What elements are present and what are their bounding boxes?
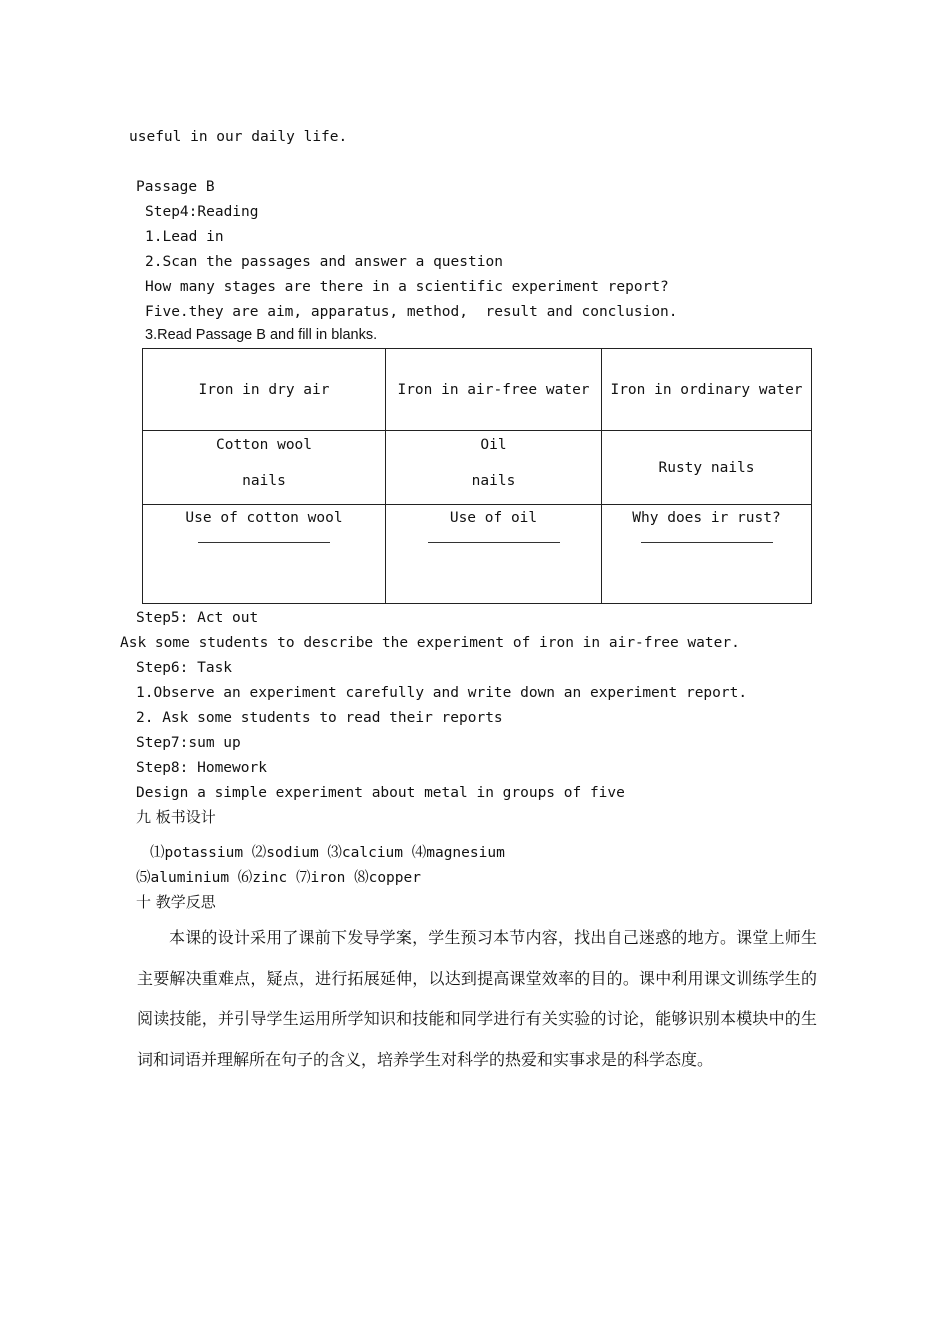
cell-text: Rusty nails — [658, 459, 755, 476]
fill-blank[interactable] — [198, 542, 330, 543]
passage-heading: Passage B — [136, 179, 215, 195]
cell-text: nails — [242, 473, 286, 489]
cell-text: Why does ir rust? — [632, 510, 781, 526]
table-cell — [386, 431, 602, 505]
cell-text: Cotton wool — [215, 437, 313, 453]
table-cell — [143, 431, 386, 505]
table-row — [143, 505, 812, 604]
text-line: 2.Scan the passages and answer a question — [145, 254, 503, 270]
cell-text: nails — [471, 473, 516, 489]
step-heading: Step4:Reading — [145, 204, 259, 220]
fill-blank[interactable] — [641, 542, 773, 543]
reflection-paragraph: 本课的设计采用了课前下发导学案，学生预习本节内容，找出自己迷惑的地方。课堂上师生主要解决重难点，疑点，进行拓展延伸，以达到提高课堂效率的目的。课中利用课文训练学生的阅读技能，并引导学生运用所学知识和技能和同学进行有关实验的讨论，能够识别本模块中的生词和词语并理解所在句子的含义，培养学生对科学的热爱和实事求是的科学态度。 — [137, 928, 817, 1069]
answer-line: Five.they are aim, apparatus, method, result and conclusion. — [145, 304, 678, 320]
cell-text: Oil — [480, 437, 507, 453]
text-line: 1.Observe an experiment carefully and write down an experiment report. — [136, 685, 748, 701]
question-line: How many stages are there in a scientific experiment report? — [145, 279, 669, 295]
table-instruction: 3.Read Passage B and fill in blanks. — [145, 327, 378, 343]
table-header-cell: Iron in dry air — [143, 349, 386, 431]
text-line: Ask some students to describe the experiment of iron in air-free water. — [120, 635, 740, 651]
section-heading: 十 教学反思 — [136, 893, 216, 911]
table-cell — [602, 431, 812, 505]
step-heading: Step6: Task — [136, 660, 233, 676]
text-line: useful in our daily life. — [129, 129, 348, 145]
step-heading: Step8: Homework — [136, 760, 267, 776]
table-row — [143, 431, 812, 505]
table-cell — [602, 505, 812, 604]
table-cell — [386, 505, 602, 604]
fill-blank[interactable] — [428, 542, 560, 543]
table-header-cell: Iron in ordinary water — [602, 349, 812, 431]
section-heading: 九 板书设计 — [136, 808, 216, 826]
text-line: ⑴potassium ⑵sodium ⑶calcium ⑷magnesium — [150, 845, 505, 861]
experiment-table — [142, 348, 812, 604]
table-cell — [143, 505, 386, 604]
cell-text: Use of cotton wool — [185, 510, 343, 526]
text-line: Design a simple experiment about metal in groups of five — [136, 785, 625, 801]
table-header-cell: Iron in air-free water — [386, 349, 602, 431]
cell-text: Use of oil — [449, 510, 538, 526]
step-heading: Step7:sum up — [136, 735, 241, 751]
text-line: 2. Ask some students to read their reports — [136, 710, 503, 726]
step-heading: Step5: Act out — [136, 610, 259, 626]
text-line: ⑸aluminium ⑹zinc ⑺iron ⑻copper — [136, 870, 421, 886]
table-row — [143, 349, 812, 431]
text-line: 1.Lead in — [145, 229, 224, 245]
